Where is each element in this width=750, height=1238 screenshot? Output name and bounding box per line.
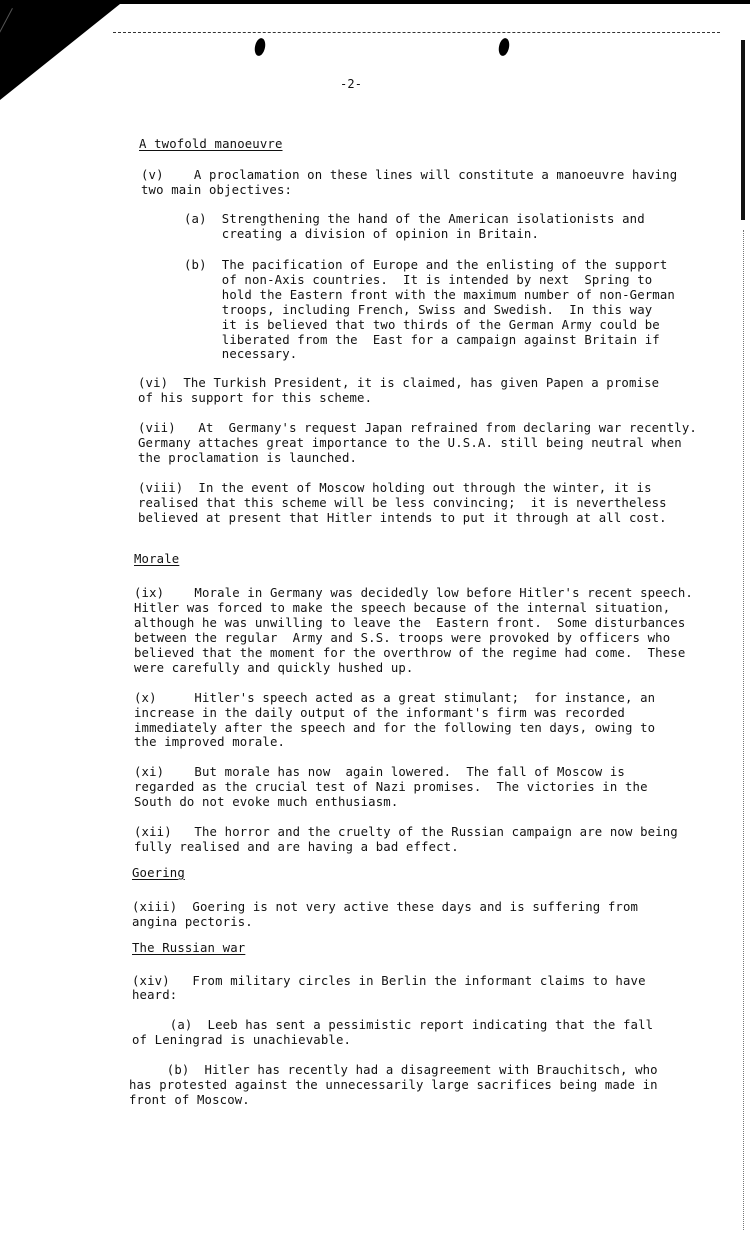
paragraph-ix-line-3: although he was unwilling to leave the Eastern front. Some disturbances	[134, 616, 686, 630]
paragraph-v-a-line-1: (a) Strengthening the hand of the American isolationists and	[184, 212, 645, 226]
scan-top-edge	[100, 0, 750, 4]
paragraph-x-line-3: immediately after the speech and for the following ten days, owing to	[134, 721, 656, 735]
paragraph-xi-line-1: (xi) But morale has now again lowered. The fall of Moscow is	[134, 765, 625, 779]
paragraph-v-line-2: two main objectives:	[141, 183, 293, 197]
paragraph-viii-line-1: (viii) In the event of Moscow holding out through the winter, it is	[138, 481, 652, 495]
section-heading-twofold-manoeuvre: A twofold manoeuvre	[139, 137, 283, 151]
paragraph-xiv-a-line-2: of Leningrad is unachievable.	[132, 1033, 352, 1047]
paragraph-v-a-line-2: creating a division of opinion in Britain.	[184, 227, 540, 241]
paragraph-viii-line-3: believed at present that Hitler intends to put it through at all cost.	[138, 511, 667, 525]
paragraph-vii-line-2: Germany attaches great importance to the U.S.A. still being neutral when	[138, 436, 682, 450]
paragraph-xiii-line-1: (xiii) Goering is not very active these days and is suffering from	[132, 900, 639, 914]
paragraph-xi-line-3: South do not evoke much enthusiasm.	[134, 795, 399, 809]
paragraph-vii-line-1: (vii) At Germany's request Japan refrained from declaring war recently.	[138, 421, 697, 435]
paragraph-ix-line-5: believed that the moment for the overthrow of the regime had come. These	[134, 646, 686, 660]
paragraph-vi-line-1: (vi) The Turkish President, it is claimed, has given Papen a promise	[138, 376, 660, 390]
paragraph-v-b-line-6: liberated from the East for a campaign against Britain if	[184, 333, 660, 347]
paragraph-viii-line-2: realised that this scheme will be less convincing; it is nevertheless	[138, 496, 667, 510]
paragraph-v-b-line-2: of non-Axis countries. It is intended by next Spring to	[184, 273, 653, 287]
paragraph-vii-line-3: the proclamation is launched.	[138, 451, 358, 465]
paragraph-x-line-4: the improved morale.	[134, 735, 286, 749]
paragraph-xii-line-1: (xii) The horror and the cruelty of the Russian campaign are now being	[134, 825, 678, 839]
punch-hole-right	[497, 37, 511, 57]
paragraph-xiii-line-2: angina pectoris.	[132, 915, 253, 929]
paragraph-v-b-line-7: necessary.	[184, 347, 298, 361]
paragraph-x-line-1: (x) Hitler's speech acted as a great stimulant; for instance, an	[134, 691, 656, 705]
paragraph-v-b-line-3: hold the Eastern front with the maximum number of non-German	[184, 288, 675, 302]
paragraph-xii-line-2: fully realised and are having a bad effect.	[134, 840, 459, 854]
section-heading-goering: Goering	[132, 866, 185, 880]
paragraph-xiv-a-line-1: (a) Leeb has sent a pessimistic report indicating that the fall	[132, 1018, 654, 1032]
paragraph-ix-line-6: were carefully and quickly hushed up.	[134, 661, 414, 675]
paragraph-xiv-line-2: heard:	[132, 988, 178, 1002]
section-heading-morale: Morale	[134, 552, 180, 566]
paragraph-ix-line-4: between the regular Army and S.S. troops were provoked by officers who	[134, 631, 671, 645]
paragraph-v-line-1: (v) A proclamation on these lines will constitute a manoeuvre having	[141, 168, 678, 182]
scan-corner-shadow	[0, 0, 125, 100]
paragraph-ix-line-1: (ix) Morale in Germany was decidedly low before Hitler's recent speech.	[134, 586, 693, 600]
paragraph-xiv-b-line-2: has protested against the unnecessarily large sacrifices being made in	[129, 1078, 658, 1092]
scan-right-edge	[741, 40, 745, 220]
paragraph-ix-line-2: Hitler was forced to make the speech because of the internal situation,	[134, 601, 671, 615]
paragraph-v-b-line-1: (b) The pacification of Europe and the enlisting of the support	[184, 258, 668, 272]
paragraph-xiv-b-line-3: front of Moscow.	[129, 1093, 250, 1107]
section-heading-russian-war: The Russian war	[132, 941, 246, 955]
paragraph-v-b-line-4: troops, including French, Swiss and Swedish. In this way	[184, 303, 653, 317]
page-number: -2-	[340, 77, 363, 91]
paragraph-vi-line-2: of his support for this scheme.	[138, 391, 373, 405]
punch-hole-left	[253, 37, 267, 57]
paragraph-xiv-line-1: (xiv) From military circles in Berlin the informant claims to have	[132, 974, 646, 988]
page-top-rule	[113, 32, 720, 33]
paragraph-xiv-b-line-1: (b) Hitler has recently had a disagreement with Brauchitsch, who	[129, 1063, 658, 1077]
scan-right-edge-dots	[743, 230, 746, 1230]
paragraph-v-b-line-5: it is believed that two thirds of the German Army could be	[184, 318, 660, 332]
paragraph-x-line-2: increase in the daily output of the informant's firm was recorded	[134, 706, 625, 720]
paragraph-xi-line-2: regarded as the crucial test of Nazi promises. The victories in the	[134, 780, 648, 794]
